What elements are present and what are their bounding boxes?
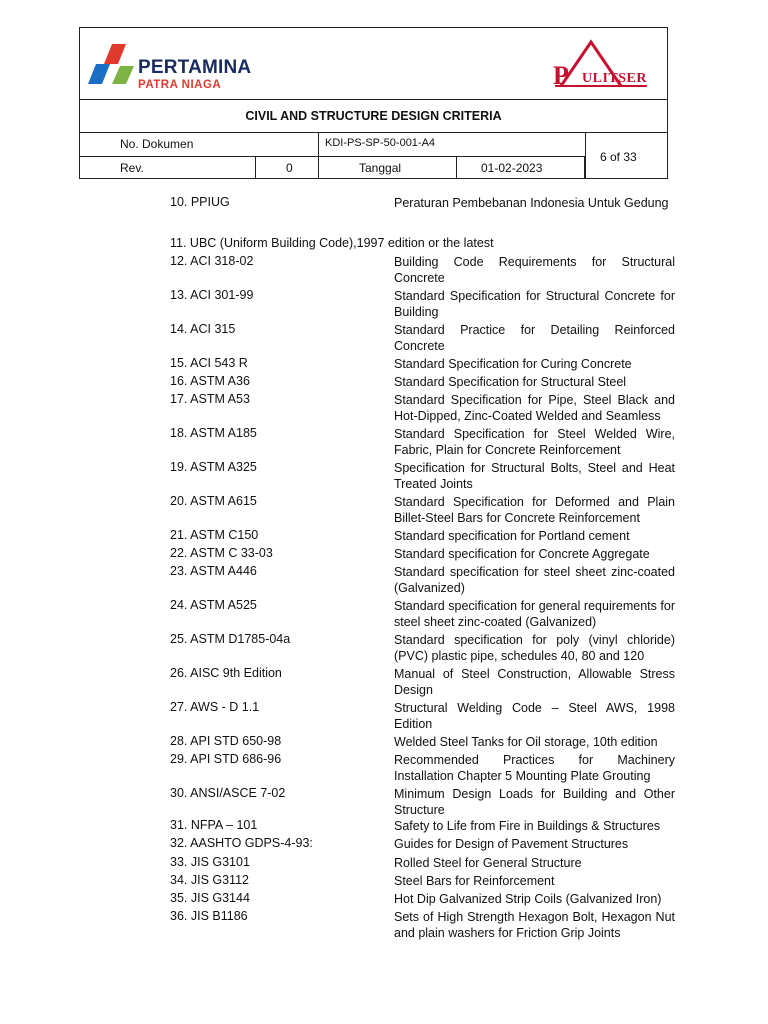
standard-code: 17. ASTM A53: [170, 392, 250, 406]
standard-description: Standard Specification for Curing Concrete: [394, 357, 632, 371]
date-label: Tanggal: [359, 161, 402, 175]
date-value: 01-02-2023: [481, 161, 543, 175]
standard-description: Minimum Design Loads for Building and Other Structure: [394, 787, 675, 817]
standard-code: 13. ACI 301-99: [170, 288, 254, 302]
standard-code: 35. JIS G3144: [170, 891, 250, 905]
standard-description: Standard specification for Concrete Aggregate: [394, 547, 650, 561]
pulitser-logo-letter: P: [553, 61, 569, 90]
standard-description: Sets of High Strength Hexagon Bolt, Hexagon Nut and plain washers for Friction Grip Joints: [394, 910, 675, 940]
standard-description: Standard specification for general requirements for steel sheet zinc-coated (Galvanized): [394, 599, 675, 629]
standard-code: 32. AASHTO GDPS-4-93:: [170, 836, 313, 850]
document-title: CIVIL AND STRUCTURE DESIGN CRITERIA: [80, 100, 667, 133]
standard-description: Standard specification for poly (vinyl chloride) (PVC) plastic pipe, schedules 40, 80 and 120: [394, 633, 675, 663]
rev-label: Rev.: [120, 161, 144, 175]
logo-row: [80, 28, 667, 100]
standard-code: 26. AISC 9th Edition: [170, 666, 282, 680]
standard-description: Standard Specification for Pipe, Steel Black and Hot-Dipped, Zinc-Coated Welded and Seamless: [394, 393, 675, 423]
standard-code: 18. ASTM A185: [170, 426, 257, 440]
standard-description: Recommended Practices for Machinery Installation Chapter 5 Mounting Plate Grouting: [394, 753, 675, 783]
standard-description: Standard Specification for Deformed and Plain Billet-Steel Bars for Concrete Reinforcement: [394, 495, 675, 525]
standard-code: 27. AWS - D 1.1: [170, 700, 260, 714]
standard-code: 36. JIS B1186: [170, 909, 248, 923]
standard-code: 30. ANSI/ASCE 7-02: [170, 786, 286, 800]
standard-description: Manual of Steel Construction, Allowable Stress Design: [394, 667, 675, 697]
standard-description: Hot Dip Galvanized Strip Coils (Galvanized Iron): [394, 892, 662, 906]
standard-description: Specification for Structural Bolts, Steel and Heat Treated Joints: [394, 461, 675, 491]
standard-code: 24. ASTM A525: [170, 598, 257, 612]
standard-code: 10. PPIUG: [170, 195, 230, 209]
standard-code: 33. JIS G3101: [170, 855, 250, 869]
standard-description: Rolled Steel for General Structure: [394, 856, 582, 870]
page-number: 6 of 33: [600, 150, 637, 164]
standard-description: Building Code Requirements for Structural Concrete: [394, 255, 675, 285]
standard-code: 15. ACI 543 R: [170, 356, 248, 370]
standard-code: 31. NFPA – 101: [170, 818, 258, 832]
standard-code: 23. ASTM A446: [170, 564, 257, 578]
standard-code: 22. ASTM C 33-03: [170, 546, 273, 560]
standard-description: Standard Specification for Structural Steel: [394, 375, 627, 389]
standard-code: 16. ASTM A36: [170, 374, 250, 388]
standard-code: 25. ASTM D1785-04a: [170, 632, 291, 646]
document-header: [79, 27, 668, 179]
standard-description: Steel Bars for Reinforcement: [394, 874, 555, 888]
standard-description: Peraturan Pembebanan Indonesia Untuk Gedung: [394, 196, 669, 210]
doc-number-value: KDI-PS-SP-50-001-A4: [325, 137, 436, 149]
standard-code: 29. API STD 686-96: [170, 752, 282, 766]
doc-number-label: No. Dokumen: [120, 137, 194, 151]
company-subname: PATRA NIAGA: [138, 79, 222, 91]
standard-code: 21. ASTM C150: [170, 528, 259, 542]
standard-description: Structural Welding Code – Steel AWS, 1998 Edition: [394, 701, 675, 731]
standard-description: Guides for Design of Pavement Structures: [394, 837, 629, 851]
standard-code: 20. ASTM A615: [170, 494, 257, 508]
standard-description: Standard specification for Portland cement: [394, 529, 630, 543]
standard-code: 14. ACI 315: [170, 322, 236, 336]
rev-value: 0: [286, 161, 293, 175]
standard-description: Standard Practice for Detailing Reinforced Concrete: [394, 323, 675, 353]
document-info-grid: [80, 133, 667, 179]
standard-code: 34. JIS G3112: [170, 873, 249, 887]
standard-code: 19. ASTM A325: [170, 460, 257, 474]
standard-full-text: 11. UBC (Uniform Building Code),1997 edition or the latest: [170, 236, 494, 250]
standard-description: Welded Steel Tanks for Oil storage, 10th edition: [394, 735, 658, 749]
standard-description: Standard Specification for Steel Welded Wire, Fabric, Plain for Concrete Reinforcement: [394, 427, 675, 457]
standard-description: Safety to Life from Fire in Buildings & Structures: [394, 819, 661, 833]
standard-description: Standard specification for steel sheet zinc-coated (Galvanized): [394, 565, 675, 595]
company-name: PERTAMINA: [138, 57, 252, 78]
standard-code: 12. ACI 318-02: [170, 254, 254, 268]
standard-code: 28. API STD 650-98: [170, 734, 282, 748]
standard-description: Standard Specification for Structural Concrete for Building: [394, 289, 675, 319]
pulitser-logo-text: ULITSER: [582, 71, 647, 86]
